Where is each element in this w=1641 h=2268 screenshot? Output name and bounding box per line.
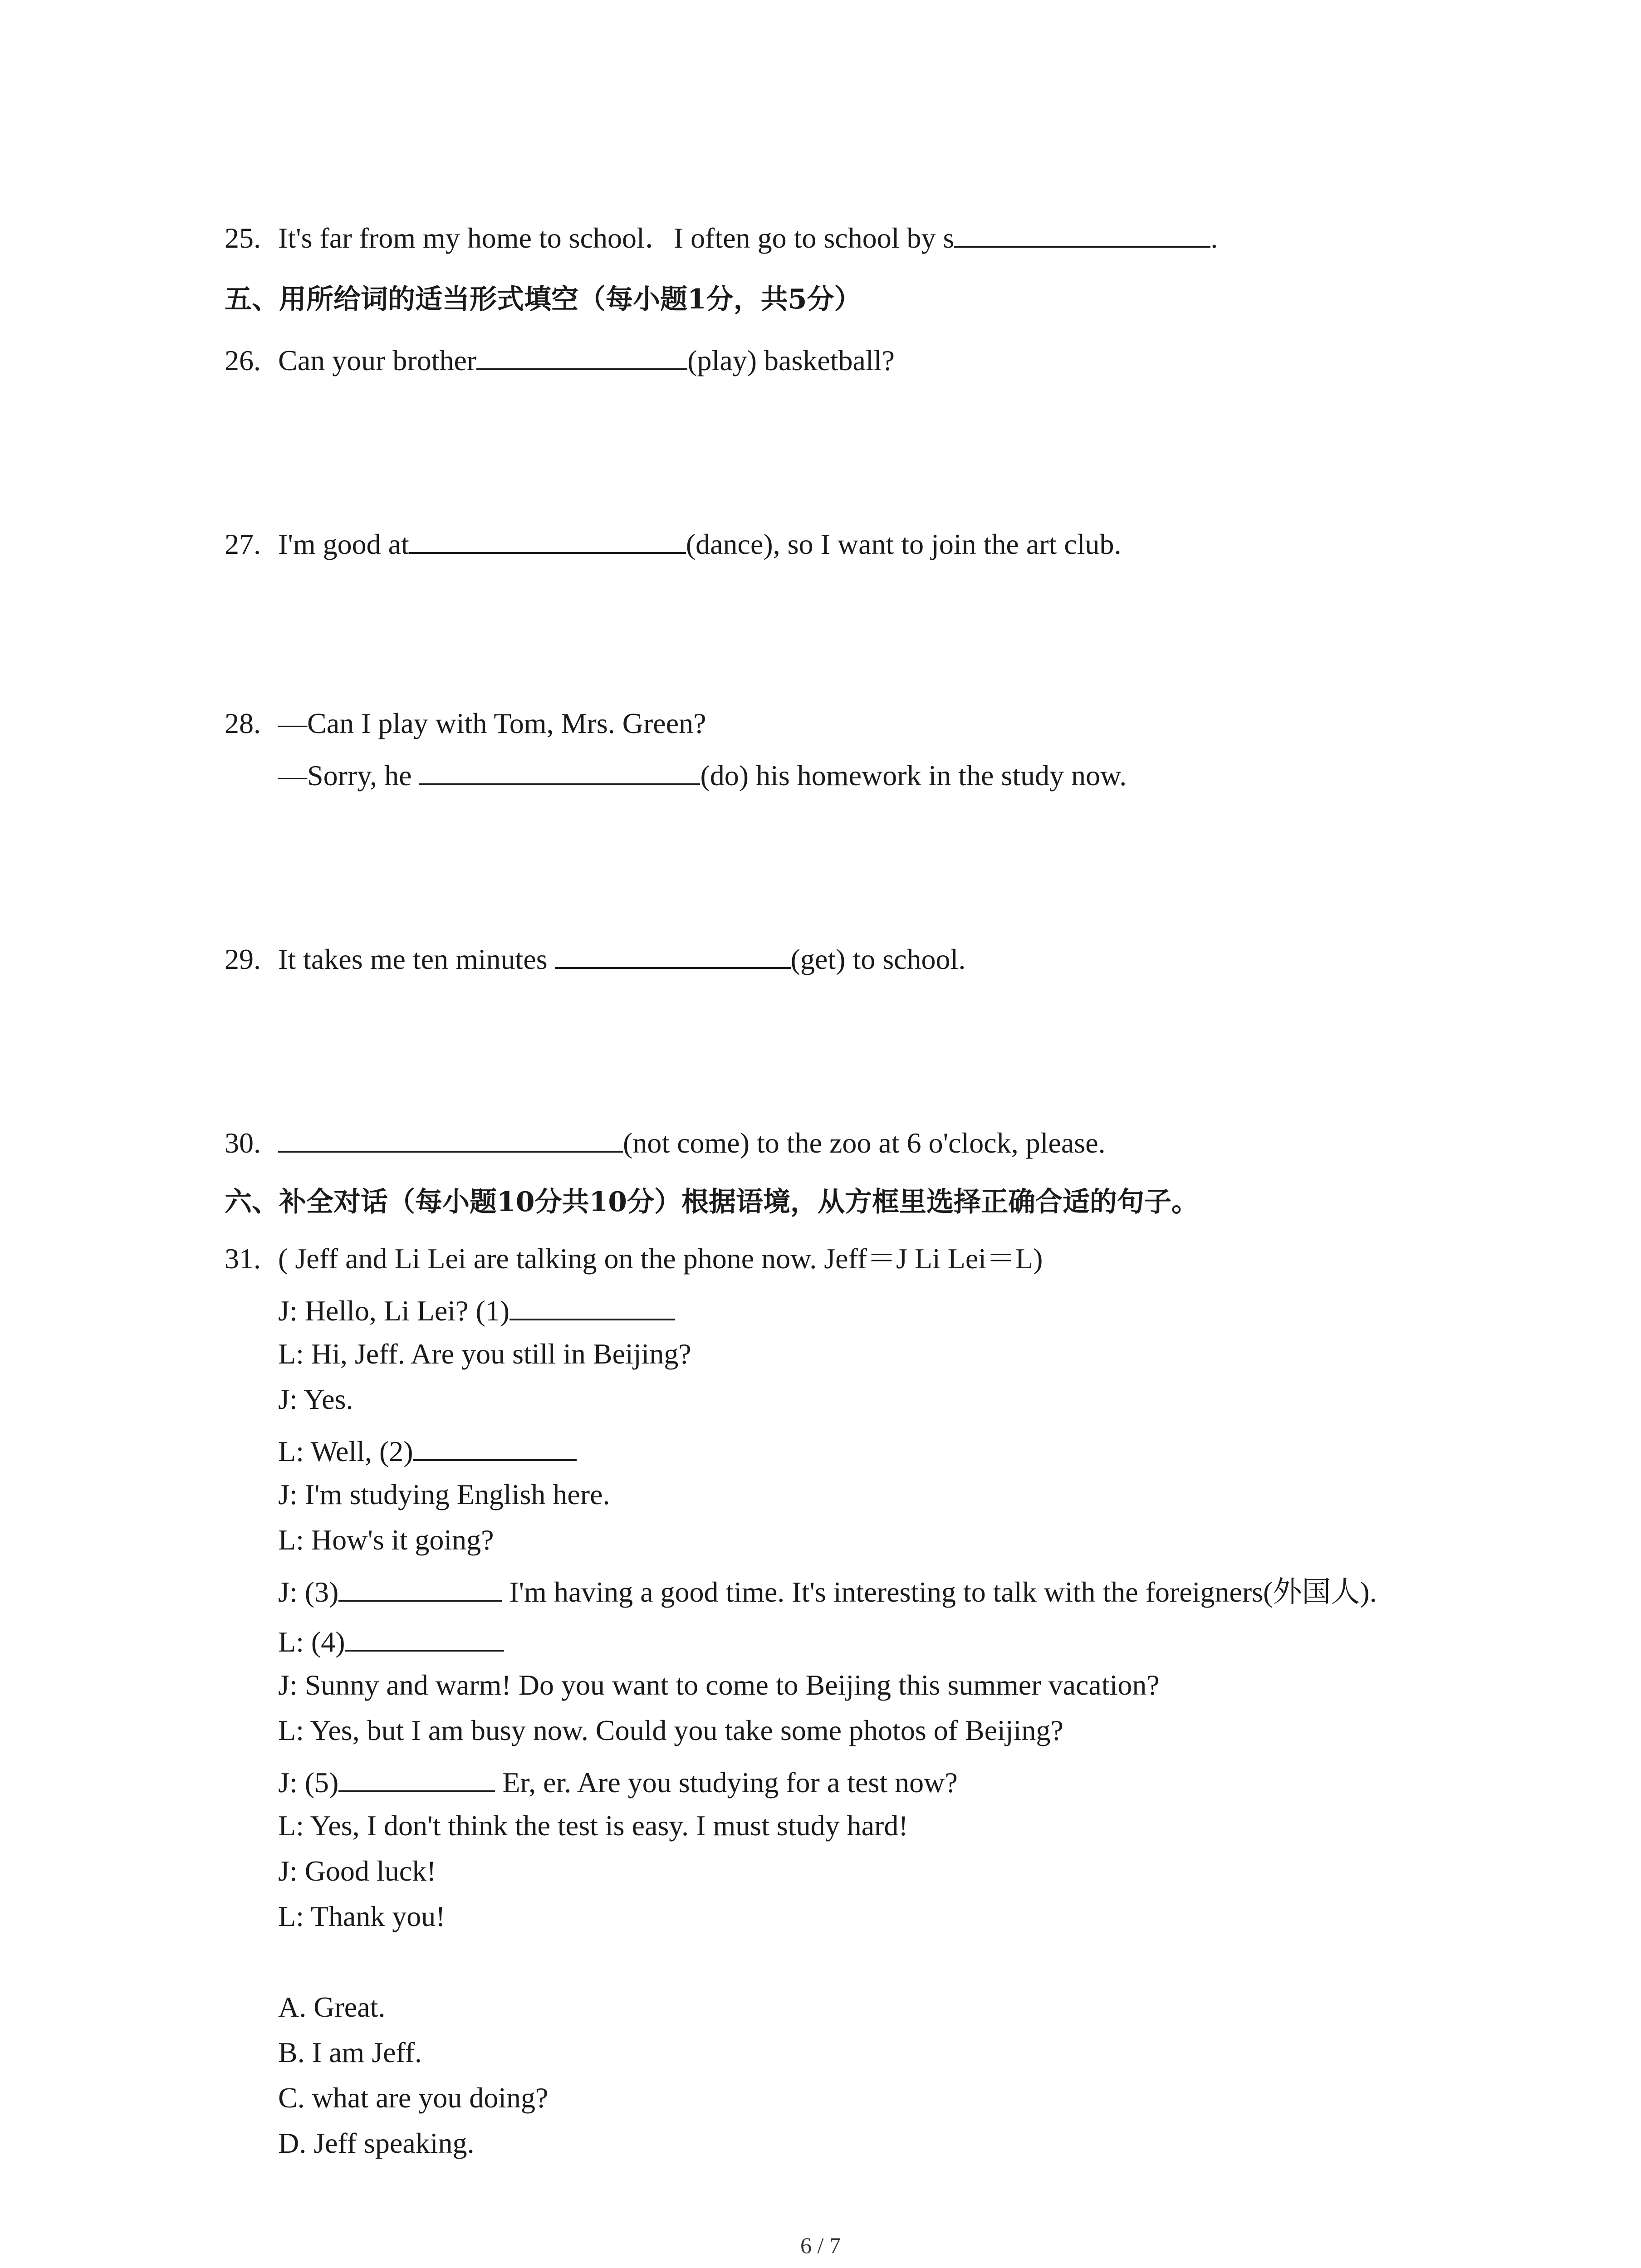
answer-blank-1[interactable] xyxy=(509,1290,675,1320)
dialogue-line: L: Thank you! xyxy=(278,1900,446,1932)
question-25: 25. It's far from my home to school．I often go to school by s . xyxy=(225,218,1218,256)
dialogue-line: J: Yes. xyxy=(278,1383,353,1415)
question-text: It's far from my home to school．I often go to school by s xyxy=(278,222,955,254)
answer-blank-4[interactable] xyxy=(345,1622,504,1652)
answer-blank[interactable] xyxy=(419,755,700,785)
dialogue-line: L: How's it going? xyxy=(278,1524,494,1556)
dialogue-line: J: (3) I'm having a good time. It's interesting to talk with the foreigners(外国人). xyxy=(278,1572,1377,1610)
option-d: D. Jeff speaking. xyxy=(278,2127,475,2159)
answer-blank-2[interactable] xyxy=(413,1431,577,1461)
dialogue-line: J: I'm studying English here. xyxy=(278,1478,610,1510)
question-27: 27. I'm good at (dance), so I want to join the art club. xyxy=(225,524,1122,562)
option-b: B. I am Jeff. xyxy=(278,2036,422,2068)
section-heading: 五、用所给词的适当形式填空（每小题1分，共5分） xyxy=(225,284,862,315)
dialogue-line: L: Hi, Jeff. Are you still in Beijing? xyxy=(278,1338,691,1370)
page-number: 6 / 7 xyxy=(800,2233,841,2258)
dialogue-line: L: Yes, I don't think the test is easy. I must study hard! xyxy=(278,1809,908,1842)
dialogue-line: J: (5) Er, er. Are you studying for a test now? xyxy=(278,1762,958,1801)
answer-blank-3[interactable] xyxy=(338,1572,502,1602)
dialogue-line: L: Yes, but I am busy now. Could you take some photos of Beijing? xyxy=(278,1714,1063,1746)
answer-blank[interactable] xyxy=(409,524,686,554)
answer-blank-5[interactable] xyxy=(338,1762,495,1792)
answer-blank[interactable] xyxy=(954,218,1210,248)
question-29: 29. It takes me ten minutes (get) to school. xyxy=(225,939,965,978)
dialogue-line: L: Well, (2) xyxy=(278,1431,577,1470)
question-30: 30. (not come) to the zoo at 6 o'clock, please. xyxy=(225,1123,1106,1161)
question-26: 26. Can your brother (play) basketball? xyxy=(225,340,895,379)
answer-blank[interactable] xyxy=(476,340,687,370)
question-28: 28. —Can I play with Tom, Mrs. Green? xyxy=(225,707,706,739)
answer-blank[interactable] xyxy=(555,939,791,969)
dialogue-line: L: (4) xyxy=(278,1622,504,1660)
dialogue-line: J: Sunny and warm! Do you want to come to Beijing this summer vacation? xyxy=(278,1669,1160,1701)
dialogue-line: J: Good luck! xyxy=(278,1855,436,1887)
dialogue-line: J: Hello, Li Lei? (1) xyxy=(278,1290,675,1329)
answer-blank[interactable] xyxy=(278,1123,623,1153)
option-c: C. what are you doing? xyxy=(278,2082,549,2114)
question-28-line2: —Sorry, he (do) his homework in the study now. xyxy=(278,755,1127,794)
section-heading: 六、补全对话（每小题10分共10分）根据语境，从方框里选择正确合适的句子。 xyxy=(225,1186,1199,1218)
option-a: A. Great. xyxy=(278,1991,386,2023)
question-31: 31. ( Jeff and Li Lei are talking on the phone now. Jeff＝J Li Lei＝L) xyxy=(225,1242,1043,1275)
